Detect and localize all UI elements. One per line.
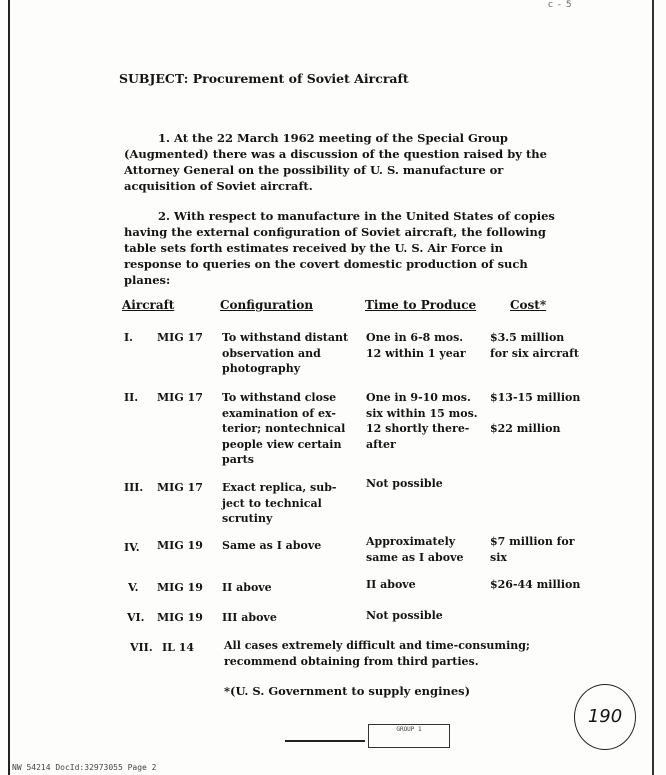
row-3-configuration: Exact replica, sub- ject to technical scrutiny bbox=[222, 481, 337, 525]
row-6-number: VI. bbox=[127, 611, 145, 624]
row-5-number: V. bbox=[128, 581, 139, 594]
row-5-cost: $26-44 million bbox=[490, 578, 581, 591]
group-stamp: GROUP 1 bbox=[368, 724, 450, 748]
paragraph-2: 2. With respect to manufacture in the United States of copies having the external configuration of Soviet aircraft, the following table sets forth estimates received by the U. S. Air Force in response to queries on the covert domestic production of such planes: bbox=[124, 209, 555, 287]
row-1-cost: $3.5 million for six aircraft bbox=[490, 331, 579, 360]
row-1-aircraft: MIG 17 bbox=[157, 331, 203, 344]
row-3-aircraft: MIG 17 bbox=[157, 481, 203, 494]
page-left-border bbox=[8, 0, 10, 775]
row-6-aircraft: MIG 19 bbox=[157, 611, 203, 624]
row-7-aircraft: IL 14 bbox=[162, 641, 195, 654]
header-cost: Cost* bbox=[510, 298, 547, 312]
row-3-number: III. bbox=[124, 481, 144, 494]
row-2-configuration: To withstand close examination of ex- terior; nontechnical people view certain parts bbox=[222, 391, 346, 466]
row-2-cost: $13-15 million $22 million bbox=[490, 391, 581, 435]
row-4-aircraft: MIG 19 bbox=[157, 539, 203, 552]
row-2-time: One in 9-10 mos. six within 15 mos. 12 shortly there- after bbox=[366, 391, 478, 451]
row-6-configuration: III above bbox=[222, 611, 277, 624]
header-aircraft: Aircraft bbox=[122, 298, 175, 312]
corner-mark: c - 5 bbox=[548, 0, 573, 10]
document-id-footer: NW 54214 DocId:32973055 Page 2 bbox=[12, 763, 157, 772]
page-right-border bbox=[652, 0, 654, 775]
row-1-number: I. bbox=[124, 331, 133, 344]
paragraph-1: 1. At the 22 March 1962 meeting of the Special Group (Augmented) there was a discussion of the question raised by the Attorney General on the possibility of U. S. manufacture or acquisition of Soviet aircraft. bbox=[124, 131, 547, 193]
row-4-configuration: Same as I above bbox=[222, 539, 322, 552]
row-7-configuration: All cases extremely difficult and time-consuming; recommend obtaining from third parties. bbox=[224, 639, 530, 668]
row-6-time: Not possible bbox=[366, 609, 443, 622]
handwritten-page-number: 190 bbox=[574, 684, 636, 750]
row-4-time: Approximately same as I above bbox=[366, 535, 464, 564]
footnote: *(U. S. Government to supply engines) bbox=[224, 684, 471, 698]
row-3-time: Not possible bbox=[366, 477, 443, 490]
row-5-time: II above bbox=[366, 578, 416, 591]
header-configuration: Configuration bbox=[220, 298, 314, 312]
header-time: Time to Produce bbox=[365, 298, 477, 312]
signature-line bbox=[285, 740, 365, 742]
row-1-configuration: To withstand distant observation and photography bbox=[222, 331, 349, 375]
row-1-time: One in 6-8 mos. 12 within 1 year bbox=[366, 331, 466, 360]
row-7-number: VII. bbox=[130, 641, 153, 654]
row-4-cost: $7 million for six bbox=[490, 535, 575, 564]
row-4-number: IV. bbox=[124, 541, 140, 554]
subject-line: SUBJECT: Procurement of Soviet Aircraft bbox=[119, 71, 409, 86]
row-2-aircraft: MIG 17 bbox=[157, 391, 203, 404]
row-2-number: II. bbox=[124, 391, 139, 404]
row-5-aircraft: MIG 19 bbox=[157, 581, 203, 594]
row-5-configuration: II above bbox=[222, 581, 272, 594]
